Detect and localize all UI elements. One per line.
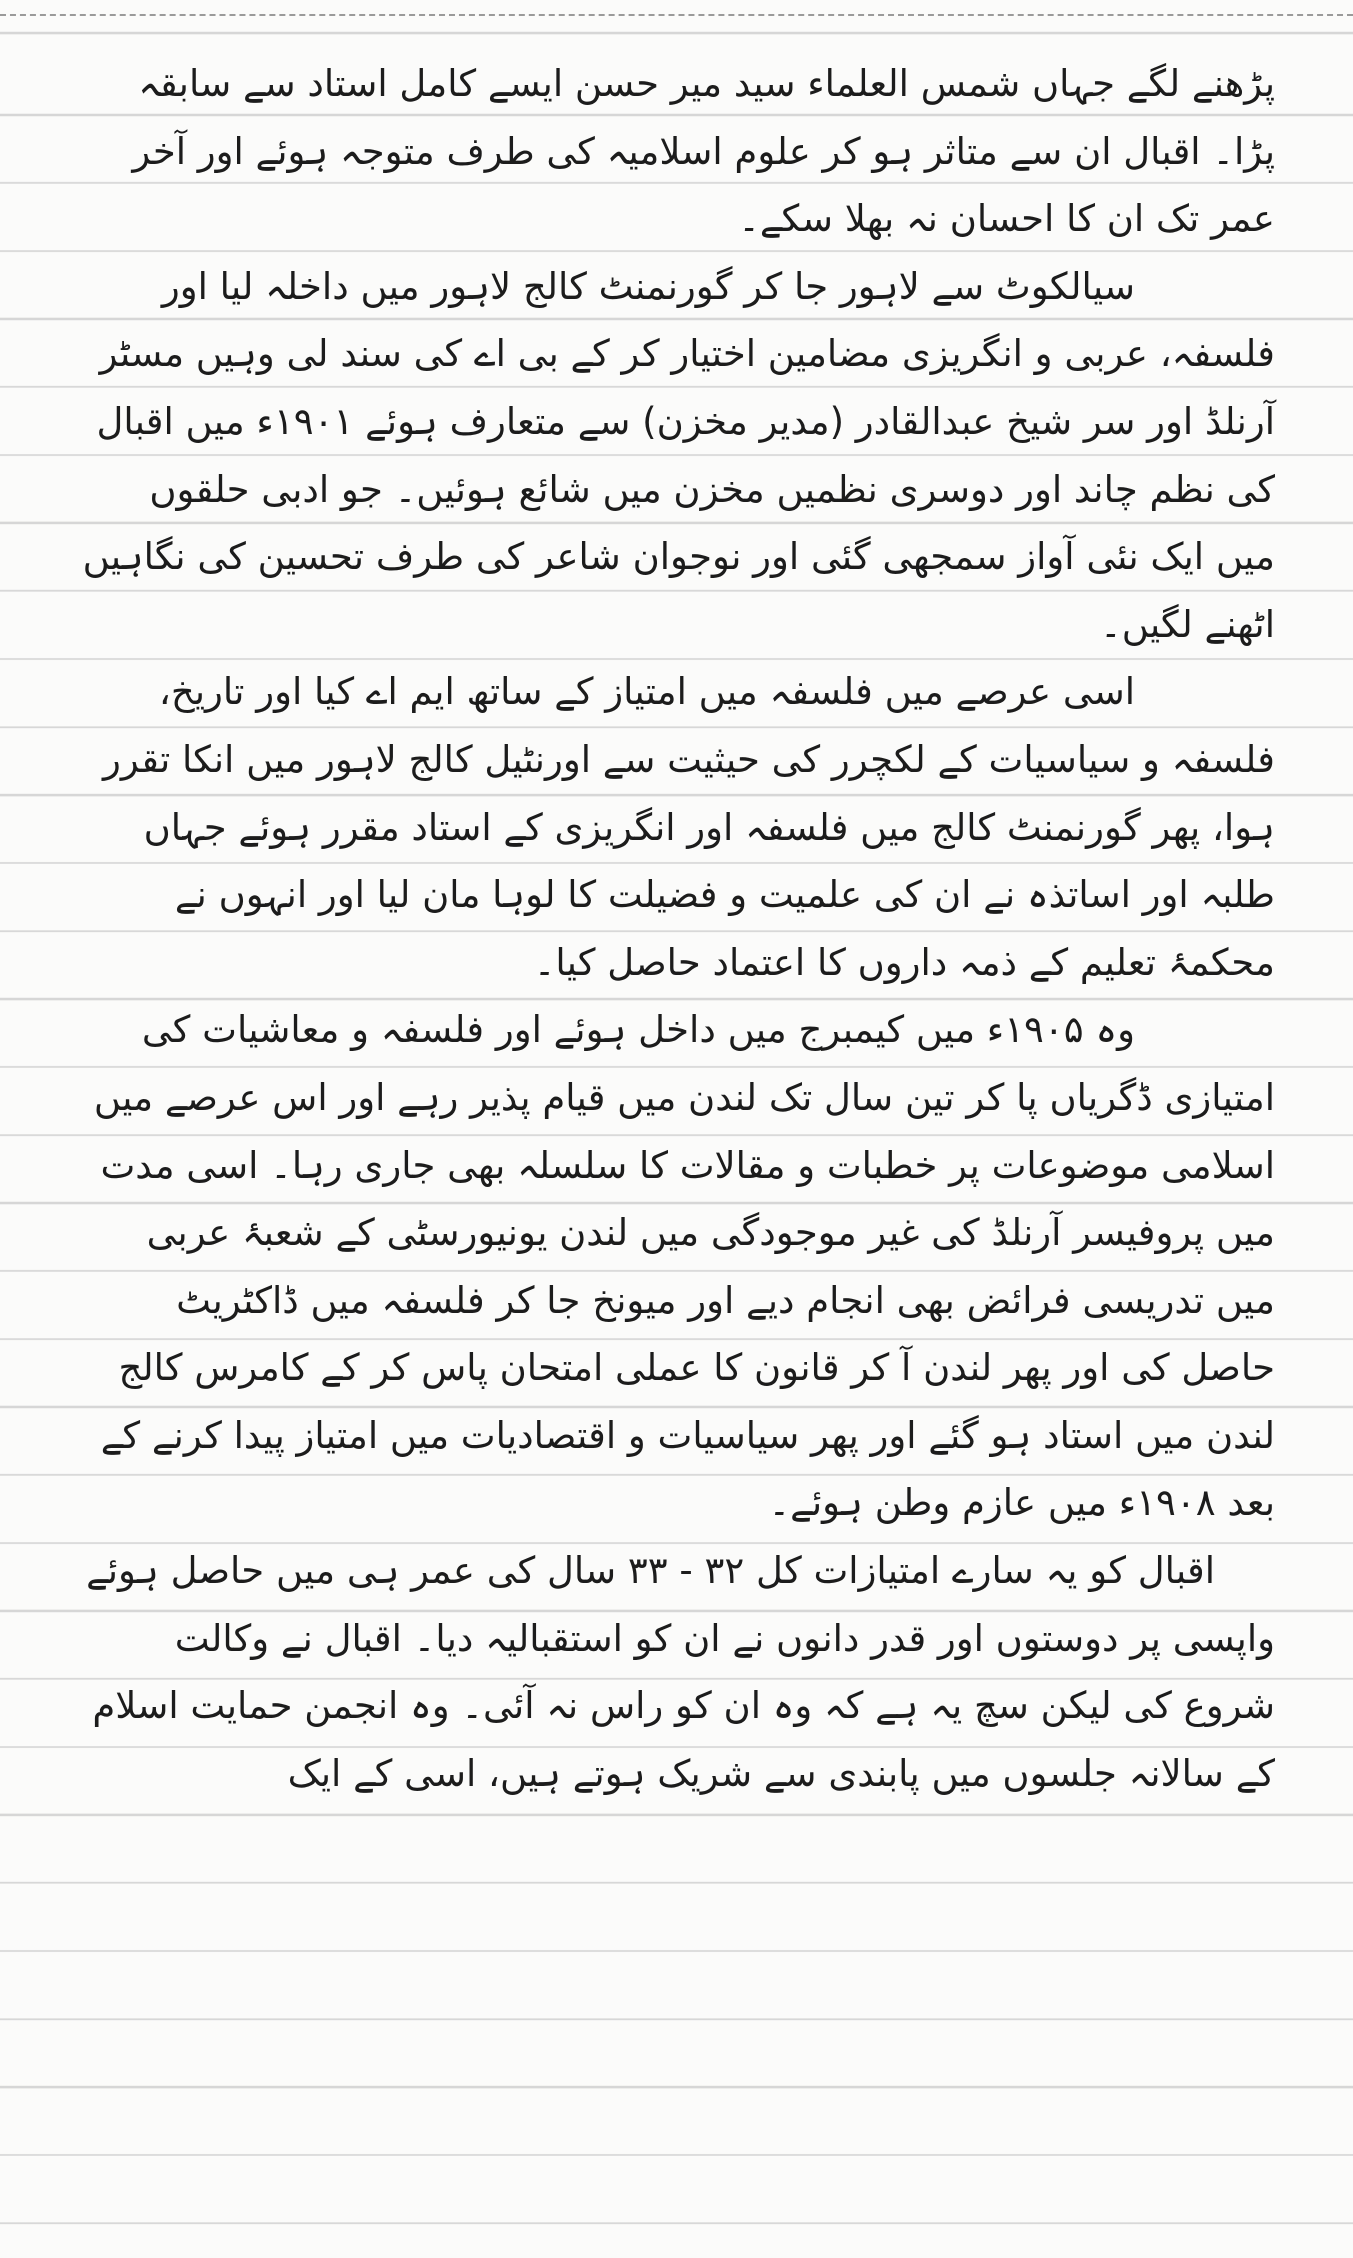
- paragraph: سیالکوٹ سے لاہور جا کر گورنمنٹ کالج لاہور میں داخلہ لیا اور فلسفہ، عربی و انگریزی مضامین اختیار کر کے بی اے کی سند لی وہیں مسٹر آرنلڈ اور سر شیخ عبدالقادر (مدیر مخزن) سے متعارف ہوئے ۱۹۰۱ء میں اقبال کی نظم چاند اور دوسری نظمیں مخزن میں شائع ہوئیں۔ جو ادبی حلقوں میں ایک نئی آواز سمجھی گئی اور نوجوان شاعر کی طرف تحسین کی نگاہیں اٹھنے لگیں۔: [82, 264, 1275, 646]
- paragraph: وہ ۱۹۰۵ء میں کیمبرج میں داخل ہوئے اور فلسفہ و معاشیات کی امتیازی ڈگریاں پا کر تین سال تک لندن میں قیام پذیر رہے اور اس عرصے میں اسلامی موضوعات پر خطبات و مقالات کا سلسلہ بھی جاری رہا۔ اسی مدت میں پروفیسر آرنلڈ کی غیر موجودگی میں لندن یونیورسٹی کے شعبۂ عربی میں تدریسی فرائض بھی انجام دیے اور میونخ جا کر فلسفہ میں ڈاکٹریٹ حاصل کی اور پھر لندن آ کر قانون کا عملی امتحان پاس کر کے کامرس کالج لندن میں استاد ہو گئے اور پھر سیاسیات و اقتصادیات میں امتیاز پیدا کرنے کے بعد ۱۹۰۸ء میں عازم وطن ہوئے۔: [93, 1008, 1275, 1525]
- paragraph: اسی عرصے میں فلسفہ میں امتیاز کے ساتھ ایم اے کیا اور تاریخ، فلسفہ و سیاسیات کے لکچرر کی حیثیت سے اورنٹیل کالج لاہور میں انکا تقرر ہوا، پھر گورنمنٹ کالج میں فلسفہ اور انگریزی کے استاد مقرر ہوئے جہاں طلبہ اور اساتذہ نے ان کی علمیت و فضیلت کا لوہا مان لیا اور انہوں نے محکمۂ تعلیم کے ذمہ داروں کا اعتماد حاصل کیا۔: [102, 670, 1275, 984]
- page-top-dashed-rule: [0, 14, 1353, 16]
- handwritten-text-body: [80, 50, 1275, 1807]
- paragraph: پڑھنے لگے جہاں شمس العلماء سید میر حسن ایسے کامل استاد سے سابقہ پڑا۔ اقبال ان سے متاثر ہو کر علوم اسلامیہ کی طرف متوجہ ہوئے اور آخر عمر تک ان کا احسان نہ بھلا سکے۔: [132, 62, 1275, 241]
- paragraph: اقبال کو یہ سارے امتیازات کل ۳۲ - ۳۳ سال کی عمر ہی میں حاصل ہوئے واپسی پر دوستوں اور قدر دانوں نے ان کو استقبالیہ دیا۔ اقبال نے وکالت شروع کی لیکن سچ یہ ہے کہ وہ ان کو راس نہ آئی۔ وہ انجمن حمایت اسلام کے سالانہ جلسوں میں پابندی سے شریک ہوتے ہیں، اسی کے ایک: [86, 1549, 1275, 1795]
